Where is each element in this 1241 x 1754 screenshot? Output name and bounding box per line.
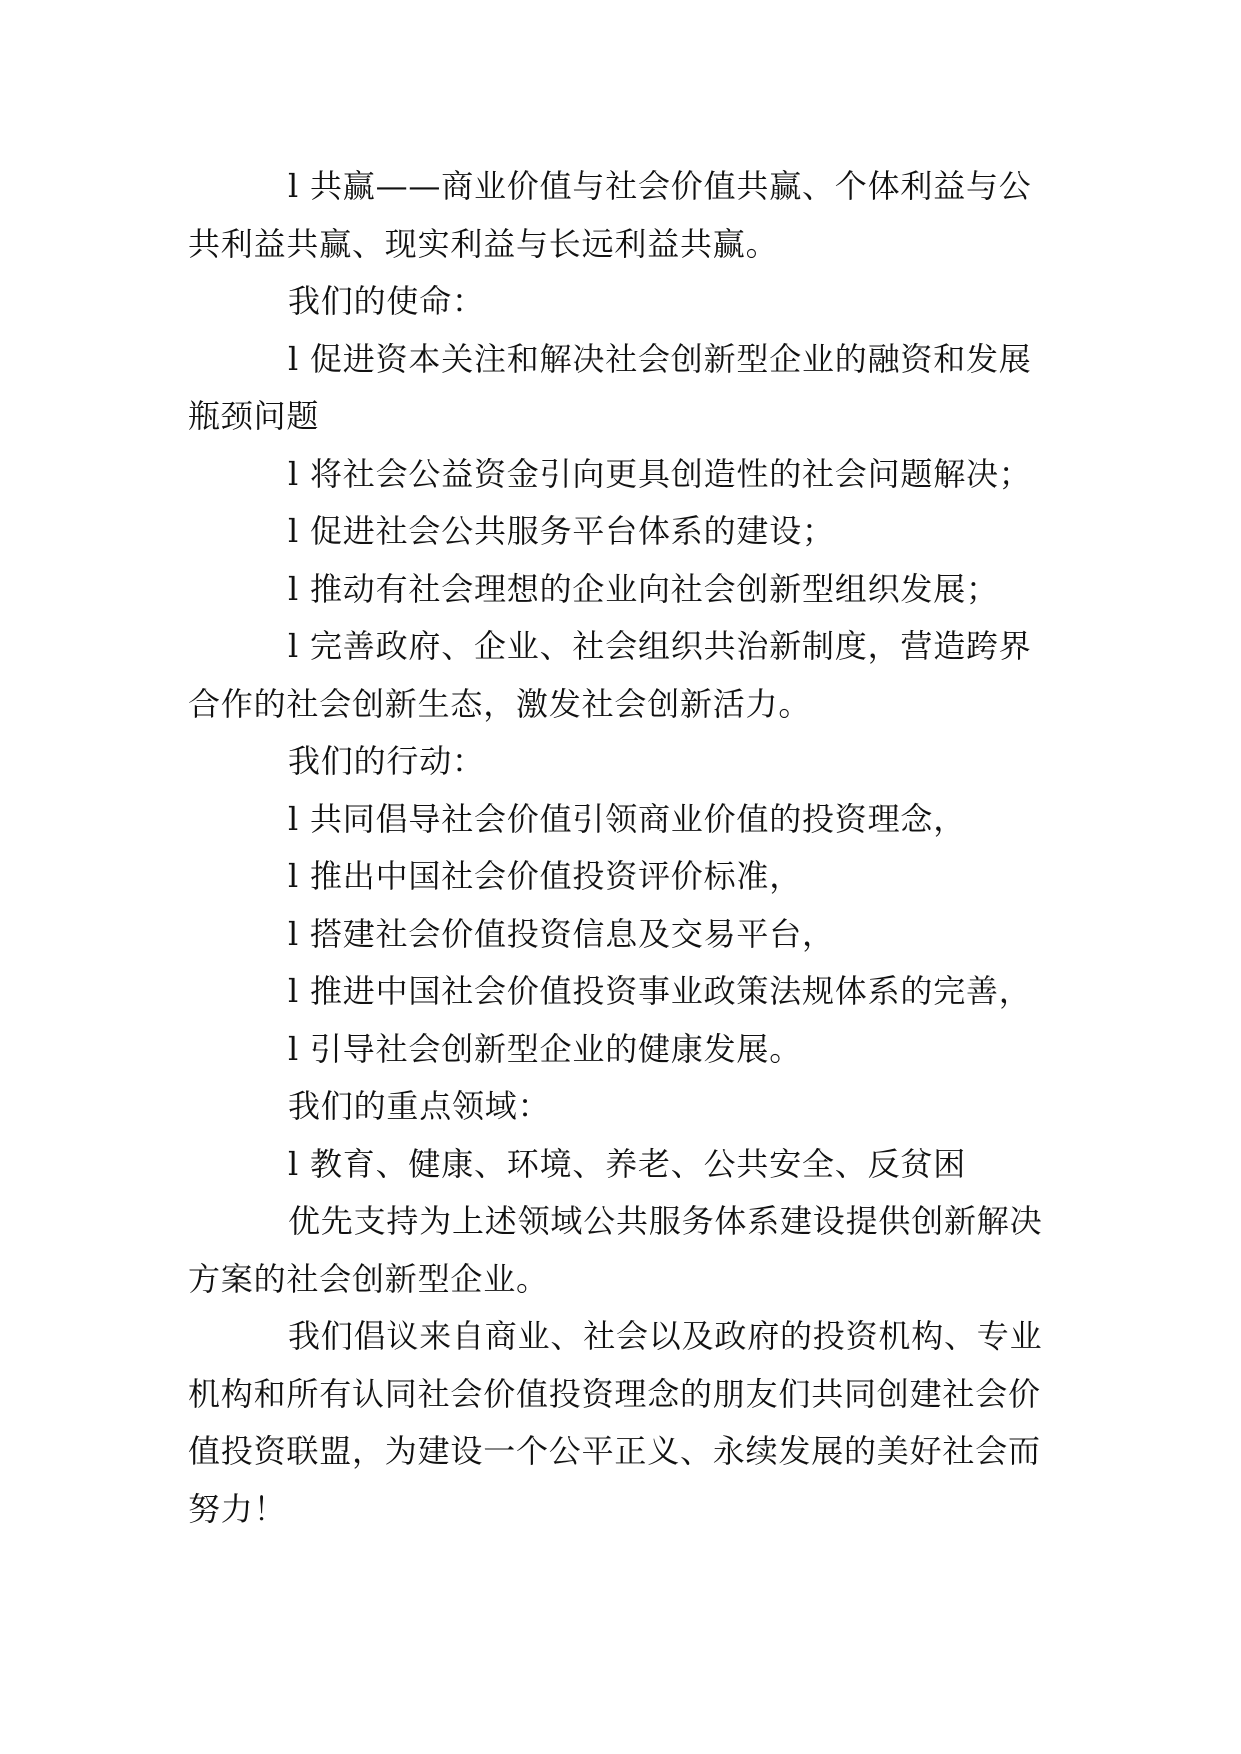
- list-item-mission-2: l 将社会公益资金引向更具创造性的社会问题解决；: [288, 454, 1032, 493]
- paragraph-call-to-action: 我们倡议来自商业、社会以及政府的投资机构、专业机构和所有认同社会价值投资理念的朋友们共同创建社会价值投资联盟，为建设一个公平正义、永续发展的美好社会而努力！: [188, 1317, 1043, 1528]
- list-item-mission-4: l 推动有社会理想的企业向社会创新型组织发展；: [288, 569, 999, 608]
- list-item-mission-5: l 完善政府、企业、社会组织共治新制度，营造跨界合作的社会创新生态，激发社会创新活力。: [188, 627, 1032, 723]
- document-body: [188, 158, 1058, 1538]
- paragraph-win-win: l 共赢——商业价值与社会价值共赢、个体利益与公共利益共赢、现实利益与长远利益共赢。: [188, 167, 1032, 263]
- list-item-mission-1: l 促进资本关注和解决社会创新型企业的融资和发展瓶颈问题: [188, 339, 1032, 435]
- list-item-focus-1: l 教育、健康、环境、养老、公共安全、反贫困: [288, 1144, 967, 1183]
- list-item-action-3: l 搭建社会价值投资信息及交易平台，: [288, 914, 835, 953]
- list-item-action-2: l 推出中国社会价值投资评价标准，: [288, 857, 803, 895]
- list-item-action-4: l 推进中国社会价值投资事业政策法规体系的完善，: [288, 972, 1032, 1010]
- heading-focus-areas: 我们的重点领域：: [288, 1087, 551, 1125]
- heading-actions: 我们的行动：: [288, 742, 485, 780]
- list-item-action-1: l 共同倡导社会价值引领商业价值的投资理念，: [288, 799, 967, 838]
- list-item-action-5: l 引导社会创新型企业的健康发展。: [288, 1029, 803, 1068]
- paragraph-priority-support: 优先支持为上述领域公共服务体系建设提供创新解决方案的社会创新型企业。: [188, 1202, 1043, 1298]
- heading-mission: 我们的使命：: [288, 282, 485, 320]
- list-item-mission-3: l 促进社会公共服务平台体系的建设；: [288, 512, 835, 550]
